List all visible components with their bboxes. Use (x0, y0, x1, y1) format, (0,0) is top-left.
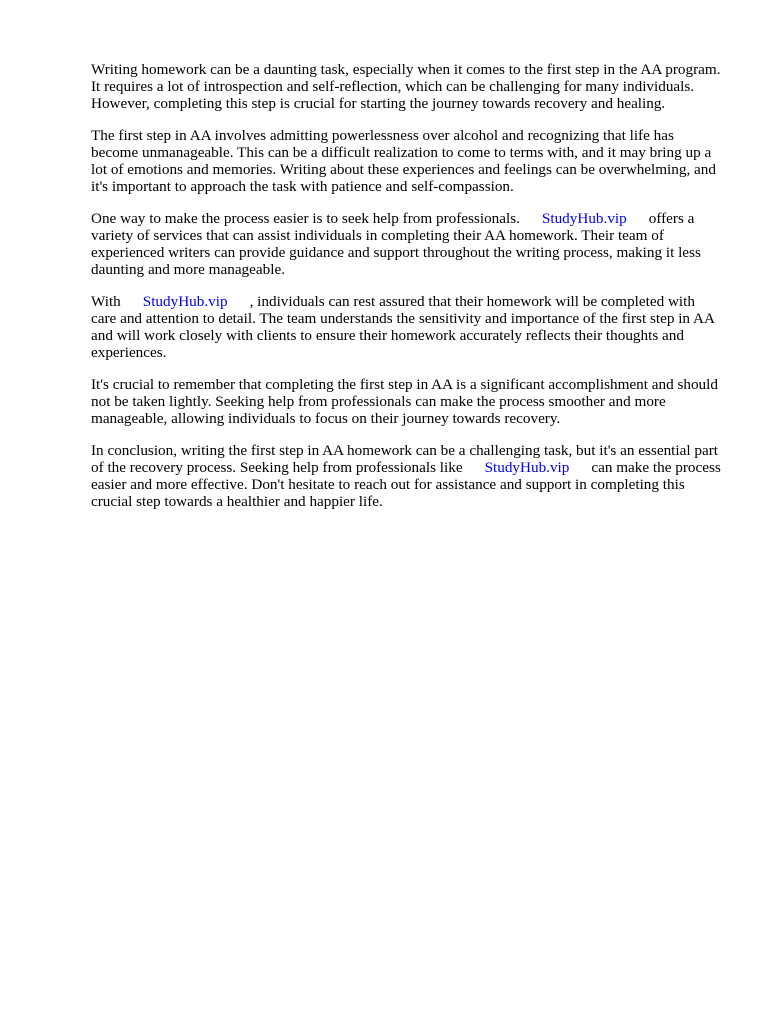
paragraph-conclusion (91, 442, 721, 510)
studyhub-link[interactable]: StudyHub.vip (484, 459, 570, 476)
paragraph-text-before-link: One way to make the process easier is to seek help from professionals. (91, 210, 520, 227)
paragraph-text-after-link: offers a variety of services that can assist individuals in completing their AA homework. Their team of experienced writers can provide guidance and support throughout the writing process, making it less daunting and more manageable. (91, 210, 701, 278)
paragraph-intro: Writing homework can be a daunting task, especially when it comes to the first step in the AA program. It requires a lot of introspection and self-reflection, which can be challenging for many individuals. However, completing this step is crucial for starting the journey towards recovery and healing. (91, 61, 721, 112)
studyhub-link[interactable]: StudyHub.vip (142, 293, 228, 310)
paragraph-text-before-link: In conclusion, writing the first step in AA homework can be a challenging task, but it's an essential part of the recovery process. Seeking help from professionals like (91, 442, 718, 476)
paragraph-text-before-link: With (91, 293, 121, 310)
paragraph-accomplishment: It's crucial to remember that completing the first step in AA is a significant accomplishment and should not be taken lightly. Seeking help from professionals can make the process smoother and more manageable, allowing individuals to focus on their journey towards recovery. (91, 376, 718, 427)
paragraph-with-studyhub (91, 293, 721, 361)
document-page (91, 61, 721, 525)
paragraph-text-after-link: , individuals can rest assured that their homework will be completed with care and attention to detail. The team understands the sensitivity and importance of the first step in AA and will work closely with clients to ensure their homework accurately reflects their thoughts and experiences. (91, 293, 715, 361)
paragraph-seek-help (91, 210, 721, 278)
paragraph-first-step: The first step in AA involves admitting powerlessness over alcohol and recognizing that life has become unmanageable. This can be a difficult realization to come to terms with, and it may bring up a lot of emotions and memories. Writing about these experiences and feelings can be overwhelming, and it's important to approach the task with patience and self-compassion. (91, 127, 716, 195)
paragraph-text-after-link: can make the process easier and more effective. Don't hesitate to reach out for assistance and support in completing this crucial step towards a healthier and happier life. (91, 459, 721, 510)
studyhub-link[interactable]: StudyHub.vip (541, 210, 627, 227)
